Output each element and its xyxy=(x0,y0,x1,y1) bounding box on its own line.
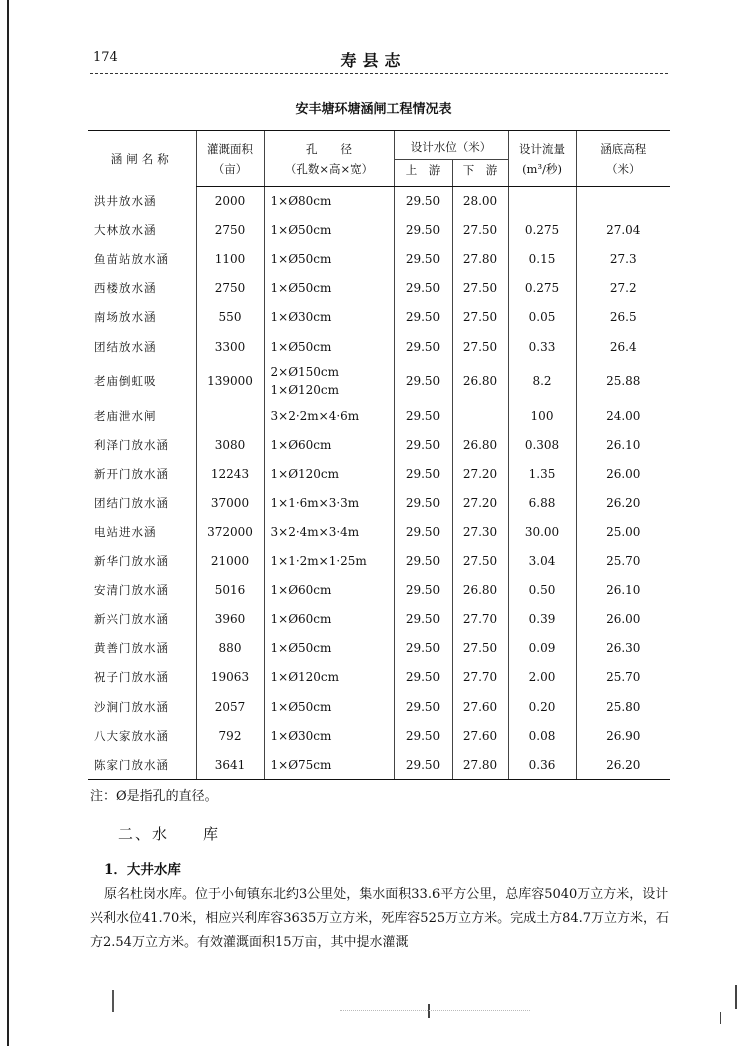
cell-flow: 2.00 xyxy=(508,663,576,692)
header-bore-formula: （孔数×高×宽） xyxy=(264,159,394,186)
cell-bore: 1×1·2m×1·25m xyxy=(264,547,394,576)
cell-down: 26.80 xyxy=(452,576,508,605)
cell-flow: 0.15 xyxy=(508,245,576,274)
cell-area: 37000 xyxy=(196,488,264,517)
cell-bottom: 26.00 xyxy=(576,459,670,488)
cell-up: 29.50 xyxy=(394,186,452,216)
scan-artifact xyxy=(428,1004,430,1018)
cell-area: 372000 xyxy=(196,517,264,546)
cell-name: 团结门放水涵 xyxy=(94,495,169,510)
cell-up: 29.50 xyxy=(394,634,452,663)
cell-down: 27.60 xyxy=(452,721,508,750)
sluice-table xyxy=(88,130,670,780)
cell-name: 安清门放水涵 xyxy=(94,583,169,598)
cell-bottom: 26.10 xyxy=(576,430,670,459)
paragraph: 原名杜岗水库。位于小甸镇东北约3公里处，集水面积33.6平方公里，总库容5040万立方米，设计兴利水位41.70米，相应兴利库容3635万立方米，死库容525万立方米。完成土方84.7万立方米，石方2.54万立方米。有效灌溉面积15万亩，其中提水灌溉 xyxy=(90,887,670,950)
cell-flow: 0.09 xyxy=(508,634,576,663)
cell-bottom: 25.00 xyxy=(576,517,670,546)
cell-bore: 1×Ø75cm xyxy=(264,750,394,780)
cell-bore: 1×Ø60cm xyxy=(264,605,394,634)
cell-up: 29.50 xyxy=(394,663,452,692)
cell-bore: 1×1·6m×3·3m xyxy=(264,488,394,517)
cell-bottom: 26.20 xyxy=(576,750,670,780)
cell-bottom: 25.80 xyxy=(576,692,670,721)
table-row xyxy=(88,605,670,634)
cell-down: 26.80 xyxy=(452,430,508,459)
table-row xyxy=(88,517,670,546)
cell-name: 新兴门放水涵 xyxy=(94,612,169,627)
cell-name: 陈家门放水涵 xyxy=(88,750,196,780)
cell-bottom: 26.30 xyxy=(576,634,670,663)
cell-up: 29.50 xyxy=(394,361,452,401)
table-note: 注：Ø是指孔的直径。 xyxy=(90,789,218,804)
cell-cell: 2×Ø150cm 1×Ø120cm xyxy=(264,361,394,401)
cell-area: 2057 xyxy=(196,692,264,721)
cell-area: 2750 xyxy=(196,216,264,245)
cell-flow: 30.00 xyxy=(508,517,576,546)
header-rule xyxy=(90,73,668,74)
cell-up: 29.50 xyxy=(394,274,452,303)
cell-flow: 0.08 xyxy=(508,721,576,750)
header-area: 灌溉面积 xyxy=(196,131,264,160)
cell-name: 老庙泄水闸 xyxy=(94,408,157,423)
cell-area: 5016 xyxy=(196,576,264,605)
cell-bore: 1×Ø50cm xyxy=(264,634,394,663)
header-flow-unit: (m³/秒) xyxy=(508,159,576,186)
table-row xyxy=(88,459,670,488)
cell-down: 27.70 xyxy=(452,663,508,692)
cell-bottom: 26.90 xyxy=(576,721,670,750)
cell-down: 27.50 xyxy=(452,303,508,332)
header-bottom: 涵底高程 xyxy=(576,131,670,160)
cell-area: 3300 xyxy=(196,332,264,361)
table-row xyxy=(88,547,670,576)
cell-bottom: 26.00 xyxy=(576,605,670,634)
cell-flow: 100 xyxy=(508,401,576,430)
cell-flow: 0.39 xyxy=(508,605,576,634)
header-downstream: 下 游 xyxy=(452,159,508,186)
scan-artifact xyxy=(112,990,114,1012)
cell-bore: 1×Ø60cm xyxy=(264,576,394,605)
table-row xyxy=(88,361,670,401)
cell-name: 团结放水涵 xyxy=(94,339,157,354)
header-water-level: 设计水位（米） xyxy=(394,131,508,160)
header-name: 涵闸名称 xyxy=(88,131,196,187)
running-title: 寿县志 xyxy=(340,51,407,70)
cell-up: 29.50 xyxy=(394,303,452,332)
cell-bottom: 26.20 xyxy=(576,488,670,517)
cell-flow: 0.275 xyxy=(508,274,576,303)
cell-bottom: 25.70 xyxy=(576,547,670,576)
cell-bottom: 25.88 xyxy=(576,361,670,401)
cell-up: 29.50 xyxy=(394,750,452,780)
cell-down: 27.60 xyxy=(452,692,508,721)
cell-flow xyxy=(508,186,576,216)
cell-area: 1100 xyxy=(196,245,264,274)
section-heading: 二、水 库 xyxy=(118,825,221,843)
table-row xyxy=(88,274,670,303)
cell-down xyxy=(452,401,508,430)
cell-flow: 0.33 xyxy=(508,332,576,361)
table-row xyxy=(88,216,670,245)
table-row xyxy=(88,576,670,605)
cell-bottom: 24.00 xyxy=(576,401,670,430)
cell-name: 老庙倒虹吸 xyxy=(94,374,157,389)
cell-down: 27.80 xyxy=(452,750,508,780)
cell-up: 29.50 xyxy=(394,721,452,750)
cell-bore: 1×Ø30cm xyxy=(264,303,394,332)
cell-bottom: 27.3 xyxy=(576,245,670,274)
header-bore: 孔 径 xyxy=(264,131,394,160)
cell-name: 利泽门放水涵 xyxy=(94,437,169,452)
page-number: 174 xyxy=(93,50,118,65)
cell-bore: 1×Ø50cm xyxy=(264,245,394,274)
table-row xyxy=(88,692,670,721)
cell-bottom: 27.2 xyxy=(576,274,670,303)
cell-area: 2000 xyxy=(196,186,264,216)
header-area-unit: （亩） xyxy=(196,159,264,186)
cell-bore: 1×Ø60cm xyxy=(264,430,394,459)
cell-area: 3960 xyxy=(196,605,264,634)
scan-artifact xyxy=(735,985,737,1009)
cell-name: 新开门放水涵 xyxy=(94,466,169,481)
cell-down: 27.20 xyxy=(452,459,508,488)
table-row xyxy=(88,488,670,517)
table-row xyxy=(88,186,670,216)
scan-artifact xyxy=(720,1012,721,1024)
cell-bore: 1×Ø120cm xyxy=(264,663,394,692)
cell-bottom: 26.5 xyxy=(576,303,670,332)
cell-up: 29.50 xyxy=(394,576,452,605)
cell-area: 139000 xyxy=(196,361,264,401)
cell-down: 27.50 xyxy=(452,274,508,303)
cell-area: 2750 xyxy=(196,274,264,303)
cell-name: 电站进水涵 xyxy=(94,524,157,539)
cell-bottom: 26.4 xyxy=(576,332,670,361)
cell-name: 沙涧门放水涵 xyxy=(94,699,169,714)
cell-down: 27.50 xyxy=(452,547,508,576)
cell-flow: 0.275 xyxy=(508,216,576,245)
cell-flow: 0.50 xyxy=(508,576,576,605)
table-row xyxy=(88,634,670,663)
cell-flow: 0.20 xyxy=(508,692,576,721)
table-row xyxy=(88,303,670,332)
table-title: 安丰塘环塘涵闸工程情况表 xyxy=(295,102,452,117)
cell-up: 29.50 xyxy=(394,459,452,488)
table-row xyxy=(88,401,670,430)
cell-area: 550 xyxy=(196,303,264,332)
cell-flow: 0.308 xyxy=(508,430,576,459)
cell-name: 祝子门放水涵 xyxy=(94,670,169,685)
cell-up: 29.50 xyxy=(394,401,452,430)
cell-name: 八大家放水涵 xyxy=(94,728,169,743)
cell-bottom: 26.10 xyxy=(576,576,670,605)
header-flow: 设计流量 xyxy=(508,131,576,160)
cell-area: 3080 xyxy=(196,430,264,459)
cell-area: 19063 xyxy=(196,663,264,692)
cell-bore: 1×Ø50cm xyxy=(264,332,394,361)
cell-bore: 1×Ø30cm xyxy=(264,721,394,750)
cell-flow: 6.88 xyxy=(508,488,576,517)
cell-up: 29.50 xyxy=(394,430,452,459)
cell-down: 27.50 xyxy=(452,634,508,663)
cell-name: 洪井放水涵 xyxy=(94,193,157,208)
table-row xyxy=(88,245,670,274)
cell-bore: 1×Ø80cm xyxy=(264,186,394,216)
cell-down: 27.70 xyxy=(452,605,508,634)
cell-up: 29.50 xyxy=(394,692,452,721)
table-row xyxy=(88,430,670,459)
cell-down: 28.00 xyxy=(452,186,508,216)
cell-bore: 1×Ø50cm xyxy=(264,274,394,303)
cell-bore: 1×Ø50cm xyxy=(264,216,394,245)
cell-up: 29.50 xyxy=(394,488,452,517)
cell-name: 大林放水涵 xyxy=(94,223,157,238)
header-upstream: 上 游 xyxy=(394,159,452,186)
cell-bottom: 25.70 xyxy=(576,663,670,692)
subsection-heading: 1．大井水库 xyxy=(104,862,181,878)
cell-name: 鱼苗站放水涵 xyxy=(94,252,169,267)
cell-up: 29.50 xyxy=(394,216,452,245)
scan-artifact xyxy=(340,1010,530,1011)
binding-edge-line xyxy=(7,0,9,1046)
cell-up: 29.50 xyxy=(394,605,452,634)
cell-area: 880 xyxy=(196,634,264,663)
table-row xyxy=(88,721,670,750)
cell-area: 12243 xyxy=(196,459,264,488)
cell-name: 黄善门放水涵 xyxy=(94,641,169,656)
cell-bore: 1×Ø50cm xyxy=(264,692,394,721)
cell-down: 27.50 xyxy=(452,216,508,245)
table-row xyxy=(88,332,670,361)
cell-down: 27.50 xyxy=(452,332,508,361)
cell-bore: 3×2·2m×4·6m xyxy=(264,401,394,430)
cell-up: 29.50 xyxy=(394,245,452,274)
cell-flow: 0.36 xyxy=(508,750,576,780)
cell-bottom: 27.04 xyxy=(576,216,670,245)
cell-up: 29.50 xyxy=(394,332,452,361)
table-row xyxy=(88,750,670,780)
cell-flow: 3.04 xyxy=(508,547,576,576)
cell-bottom xyxy=(576,186,670,216)
cell-up: 29.50 xyxy=(394,547,452,576)
cell-name: 新华门放水涵 xyxy=(94,554,169,569)
cell-bore: 1×Ø120cm xyxy=(264,459,394,488)
cell-area: 21000 xyxy=(196,547,264,576)
cell-down: 27.20 xyxy=(452,488,508,517)
cell-down: 26.80 xyxy=(452,361,508,401)
cell-flow: 1.35 xyxy=(508,459,576,488)
cell-area: 3641 xyxy=(196,750,264,780)
cell-area xyxy=(196,401,264,430)
cell-flow: 0.05 xyxy=(508,303,576,332)
cell-down: 27.30 xyxy=(452,517,508,546)
body-text xyxy=(90,883,672,955)
cell-bore: 3×2·4m×3·4m xyxy=(264,517,394,546)
cell-name: 南场放水涵 xyxy=(94,310,157,325)
cell-down: 27.80 xyxy=(452,245,508,274)
cell-name: 西楼放水涵 xyxy=(94,281,157,296)
header-bottom-unit: （米） xyxy=(576,159,670,186)
cell-up: 29.50 xyxy=(394,517,452,546)
table-row xyxy=(88,663,670,692)
cell-area: 792 xyxy=(196,721,264,750)
cell-flow: 8.2 xyxy=(508,361,576,401)
